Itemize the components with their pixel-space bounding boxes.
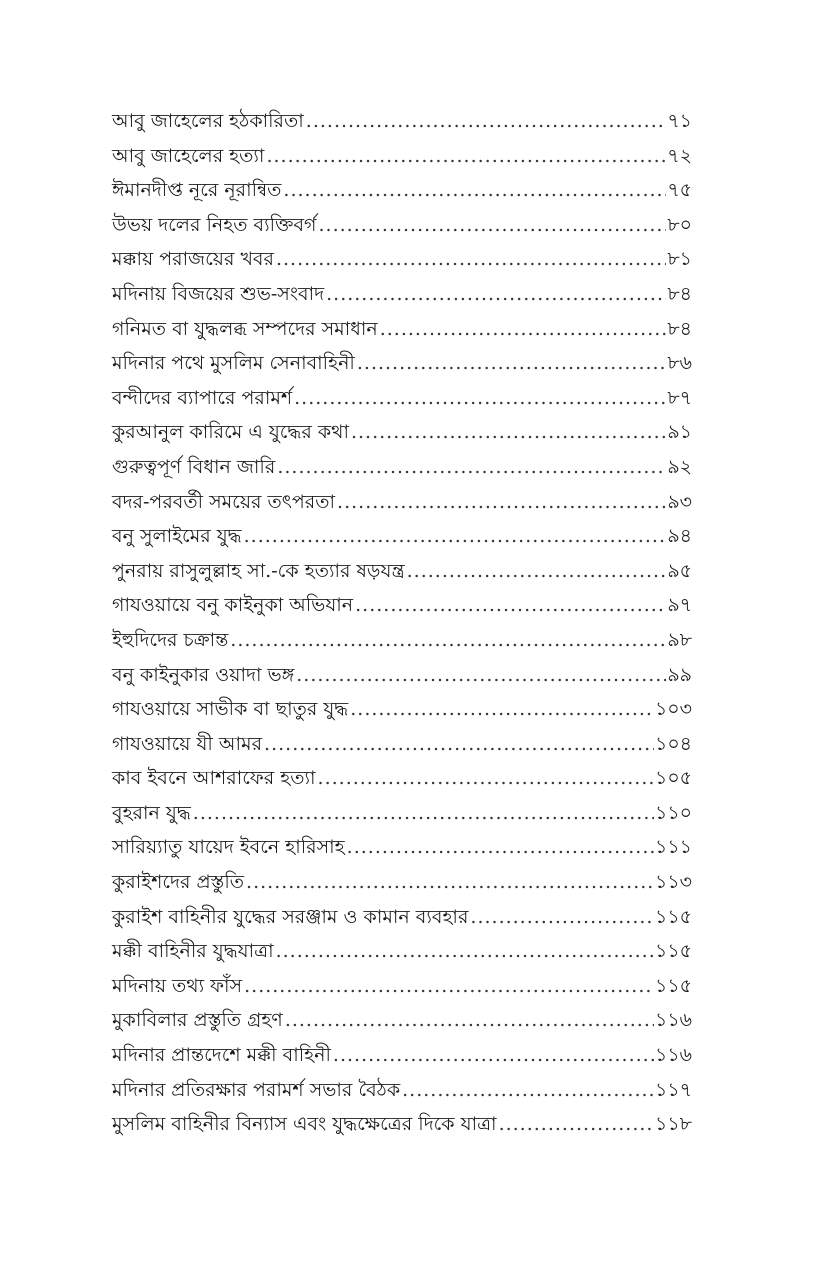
table-of-contents [112,104,692,1142]
dot-leader [276,934,654,969]
toc-entry-title: গাযওয়ায়ে বনু কাইনুকা অভিযান [112,594,354,617]
toc-entry [112,346,692,381]
toc-entry-page: ১১৩ [654,871,692,894]
toc-entry-title: বনু সুলাইমের যুদ্ধ [112,525,242,548]
toc-entry-page: ৭২ [667,144,692,167]
toc-entry-title: গাযওয়ায়ে যী আমর [112,732,263,755]
toc-entry-title: আবু জাহেলের হত্যা [112,144,265,167]
dot-leader [264,727,654,762]
dot-leader [350,692,654,727]
toc-entry-title: মুকাবিলার প্রস্তুতি গ্রহণ [112,1009,283,1032]
toc-entry [112,623,692,658]
toc-entry-page: ১০৫ [654,767,692,790]
dot-leader [294,381,666,416]
dot-leader [306,104,667,139]
toc-entry-page: ৮৭ [667,386,692,409]
toc-entry-title: কুরআনুল কারিমে এ যুদ্ধের কথা [112,421,349,444]
dot-leader [326,277,666,312]
toc-entry [112,727,692,762]
dot-leader [402,1073,654,1108]
toc-entry [112,173,692,208]
toc-entry-page: ৯১ [667,421,692,444]
toc-entry-title: বদর-পরবর্তী সময়ের তৎপরতা [112,490,336,513]
toc-entry-title: মদিনার পথে মুসলিম সেনাবাহিনী [112,352,355,375]
dot-leader [283,173,666,208]
toc-entry-page: ১১৬ [654,1009,692,1032]
toc-entry-title: মক্কায় পরাজয়ের খবর [112,248,274,271]
toc-entry-page: ৯৯ [667,663,692,686]
toc-entry [112,1038,692,1073]
toc-entry [112,415,692,450]
toc-entry [112,277,692,312]
toc-entry-title: বন্দীদের ব্যাপারে পরামর্শ [112,386,293,409]
toc-entry-title: মদিনার প্রতিরক্ষার পরামর্শ সভার বৈঠক [112,1078,401,1101]
toc-entry [112,104,692,139]
toc-entry-page: ১১০ [654,801,692,824]
toc-entry-page: ১১১ [655,836,692,859]
dot-leader [277,450,666,485]
toc-entry-title: মদিনায় তথ্য ফাঁস [112,974,243,997]
toc-entry-page: ৯২ [667,455,692,478]
toc-entry-title: কুরাইশ বাহিনীর যুদ্ধের সরঞ্জাম ও কামান ব্যবহার [112,905,469,928]
toc-entry [112,900,692,935]
toc-entry-page: ৯৮ [667,628,692,651]
toc-entry [112,554,692,589]
toc-entry-page: ৮৪ [667,317,692,340]
toc-entry-title: গাযওয়ায়ে সাভীক বা ছাতুর যুদ্ধ [112,698,349,721]
dot-leader [407,554,667,589]
toc-entry-page: ১১৭ [654,1078,692,1101]
dot-leader [337,485,666,520]
toc-entry-title: উভয় দলের নিহত ব্যক্তিবর্গ [112,213,317,236]
toc-entry-title: ঈমানদীপ্ত নূরে নূরান্বিত [112,179,282,202]
toc-entry [112,761,692,796]
dot-leader [333,1038,654,1073]
toc-entry-title: মুসলিম বাহিনীর বিন্যাস এবং যুদ্ধক্ষেত্রের দিকে যাত্রা [112,1113,497,1136]
toc-entry [112,796,692,831]
dot-leader [230,623,666,658]
toc-entry-title: মক্কী বাহিনীর যুদ্ধযাত্রা [112,940,274,963]
toc-entry [112,381,692,416]
toc-entry-page: ৯৩ [667,490,692,513]
toc-entry-title: মদিনায় বিজয়ের শুভ-সংবাদ [112,282,325,305]
toc-entry [112,208,692,243]
toc-entry-title: বনু কাইনুকার ওয়াদা ভঙ্গ [112,663,295,686]
toc-entry-page: ১১৫ [655,940,692,963]
toc-entry-title: গনিমত বা যুদ্ধলব্ধ সম্পদের সমাধান [112,317,378,340]
dot-leader [351,415,666,450]
toc-entry [112,139,692,174]
toc-entry-title: গুরুত্বপূর্ণ বিধান জারি [112,455,276,478]
dot-leader [470,900,654,935]
toc-entry [112,1003,692,1038]
toc-entry [112,519,692,554]
toc-entry [112,830,692,865]
toc-entry [112,969,692,1004]
toc-entry-title: আবু জাহেলের হঠকারিতা [112,110,304,132]
toc-entry-page: ৯৭ [667,594,692,617]
toc-entry-page: ৭১ [667,110,692,132]
toc-entry-title: কাব ইবনে আশরাফের হত্যা [112,767,316,790]
toc-entry-page: ৯৫ [667,559,692,582]
toc-entry-page: ১১৫ [655,905,692,928]
toc-entry [112,242,692,277]
dot-leader [347,830,654,865]
toc-entry [112,450,692,485]
toc-entry-page: ১০৪ [654,732,692,755]
toc-entry [112,934,692,969]
dot-leader [357,346,666,381]
toc-entry-page: ৮১ [667,248,692,271]
toc-entry [112,658,692,693]
dot-leader [499,1107,654,1142]
toc-entry [112,312,692,347]
dot-leader [355,588,666,623]
toc-entry-page: ৭৫ [667,179,692,202]
dot-leader [266,139,666,174]
toc-entry-page: ১০৩ [654,698,692,721]
dot-leader [285,1003,654,1038]
dot-leader [319,208,667,243]
toc-entry-title: বুহরান যুদ্ধ [112,801,191,824]
dot-leader [380,312,667,347]
toc-entry [112,692,692,727]
toc-entry-page: ১১৬ [654,1044,692,1067]
toc-entry-title: পুনরায় রাসুলুল্লাহ সা.-কে হত্যার ষড়যন্ত্র [112,559,405,582]
dot-leader [193,796,654,831]
toc-entry-page: ১১৮ [655,1113,692,1136]
toc-entry [112,588,692,623]
toc-entry [112,865,692,900]
dot-leader [246,865,654,900]
toc-entry-title: ইহুদিদের চক্রান্ত [112,628,229,651]
toc-entry-page: ১১৫ [655,974,692,997]
dot-leader [244,969,654,1004]
toc-entry-page: ৮৬ [667,352,692,375]
dot-leader [244,519,667,554]
toc-entry [112,1073,692,1108]
toc-entry-page: ৯৪ [667,525,692,548]
toc-entry-title: সারিয়্যাতু যায়েদ ইবনে হারিসাহ [112,836,345,859]
toc-entry-title: মদিনার প্রান্তদেশে মক্কী বাহিনী [112,1044,331,1067]
dot-leader [296,658,666,693]
toc-entry-page: ৮৪ [667,282,692,305]
dot-leader [318,761,654,796]
toc-entry [112,1107,692,1142]
toc-entry-page: ৮০ [667,213,692,236]
toc-entry [112,485,692,520]
dot-leader [276,242,666,277]
toc-entry-title: কুরাইশদের প্রস্তুতি [112,871,245,894]
